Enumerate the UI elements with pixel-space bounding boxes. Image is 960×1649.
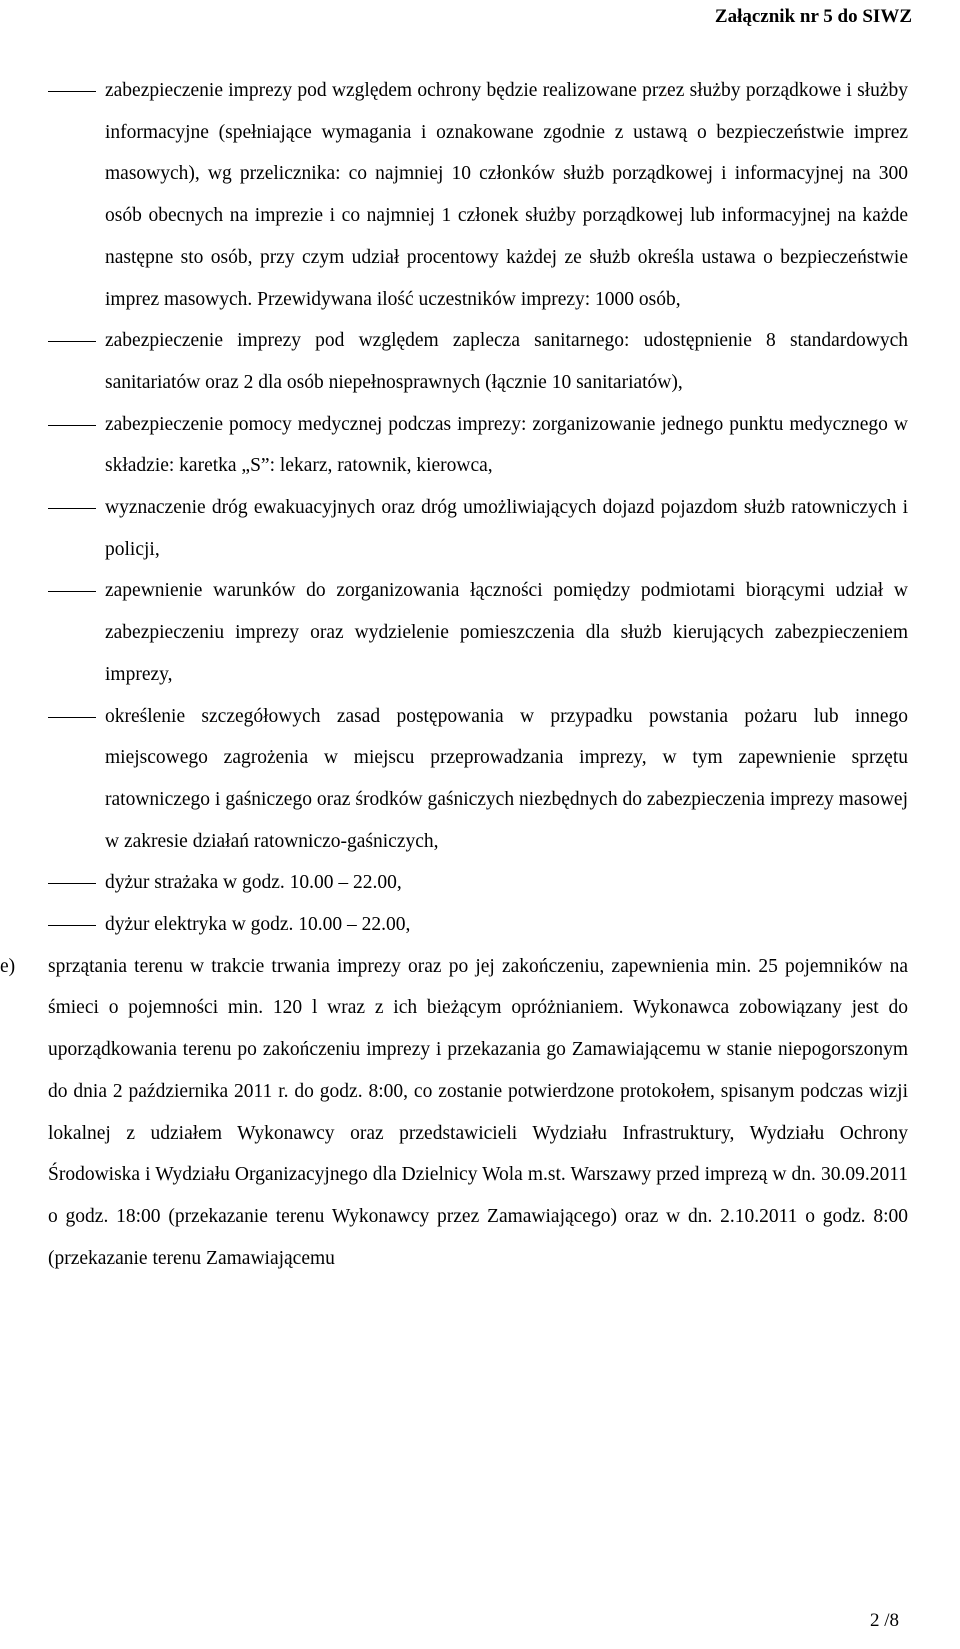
attachment-header: Załącznik nr 5 do SIWZ — [714, 6, 912, 27]
dash-bullet — [48, 591, 96, 592]
dash-bullet — [48, 883, 96, 884]
list-item-medical — [0, 404, 960, 487]
list-item-security — [0, 70, 960, 320]
section-e — [0, 946, 960, 1280]
dash-bullet — [48, 425, 96, 426]
list-item-text: dyżur elektryka w godz. 10.00 – 22.00, — [105, 914, 411, 936]
dash-bullet — [48, 341, 96, 342]
dash-bullet — [48, 925, 96, 926]
list-item-text: dyżur strażaka w godz. 10.00 – 22.00, — [105, 872, 402, 894]
list-item-text: zapewnienie warunków do zorganizowania łączności pomiędzy podmiotami biorącymi udział w zabezpieczeniu imprezy oraz wydzielenie pomieszczenia dla służb kierujących zabezpieczeniem imprezy, — [105, 580, 908, 685]
dash-bullet — [48, 91, 96, 92]
document-body — [0, 70, 960, 1279]
list-item-text: zabezpieczenie pomocy medycznej podczas imprezy: zorganizowanie jednego punktu medycznego w składzie: karetka „S”: lekarz, ratownik, kierowca, — [105, 413, 908, 477]
list-item-fire — [0, 696, 960, 863]
list-item-electrician-duty — [0, 904, 960, 946]
section-text: sprzątania terenu w trakcie trwania imprezy oraz po jej zakończeniu, zapewnienia min. 25 pojemników na śmieci o pojemności min. 120 l wraz z ich bieżącym opróżnianiem. Wykonawca zobowiązany jest do uporządkowania terenu po zakończeniu imprezy i przekazania go Zamawiającemu w stanie niepogorszonym do dnia 2 października 2011 r. do godz. 8:00, co zostanie potwierdzone protokołem, spisanym podczas wizji lokalnej z udziałem Wykonawcy oraz przedstawicieli Wydziału Infrastruktury, Wydziału Ochrony Środowiska i Wydziału Organizacyjnego dla Dzielnicy Wola m.st. Warszawy przed imprezą w dn. 30.09.2011 o godz. 18:00 (przekazanie terenu Wykonawcy przez Zamawiającego) oraz w dn. 2.10.2011 o godz. 8:00 (przekazanie terenu Zamawiającemu — [48, 955, 908, 1269]
list-item-text: zabezpieczenie imprezy pod względem ochrony będzie realizowane przez służby porządkowe i służby informacyjne (spełniające wymagania i oznakowane zgodnie z ustawą o bezpieczeństwie imprez masowych), wg przelicznika: co najmniej 10 członków służb porządkowej i informacyjnej na 300 osób obecnych na imprezie i co najmniej 1 członek służby porządkowej lub informacyjnej na każde następne sto osób, przy czym udział procentowy każdej ze służb określa ustawa o bezpieczeństwie imprez masowych. Przewidywana ilość uczestników imprezy: 1000 osób, — [105, 80, 908, 310]
section-label: e) — [0, 955, 16, 977]
list-item-communication — [0, 570, 960, 695]
list-item-text: zabezpieczenie imprezy pod względem zaplecza sanitarnego: udostępnienie 8 standardowych sanitariatów oraz 2 dla osób niepełnosprawnych (łącznie 10 sanitariatów), — [105, 330, 908, 393]
list-item-sanitary — [0, 320, 960, 403]
list-item-evacuation — [0, 487, 960, 570]
list-item-text: wyznaczenie dróg ewakuacyjnych oraz dróg umożliwiających dojazd pojazdom służb ratowniczych i policji, — [105, 497, 908, 560]
list-item-text: określenie szczegółowych zasad postępowania w przypadku powstania pożaru lub innego miejscowego zagrożenia w miejscu przeprowadzania imprezy, w tym zapewnienie sprzętu ratowniczego i gaśniczego oraz środków gaśniczych niezbędnych do zabezpieczenia imprezy masowej w zakresie działań ratowniczo-gaśniczych, — [105, 705, 908, 852]
page-number: 2 /8 — [870, 1610, 900, 1631]
dash-bullet — [48, 508, 96, 509]
list-item-firefighter-duty — [0, 862, 960, 904]
dash-bullet — [48, 717, 96, 718]
